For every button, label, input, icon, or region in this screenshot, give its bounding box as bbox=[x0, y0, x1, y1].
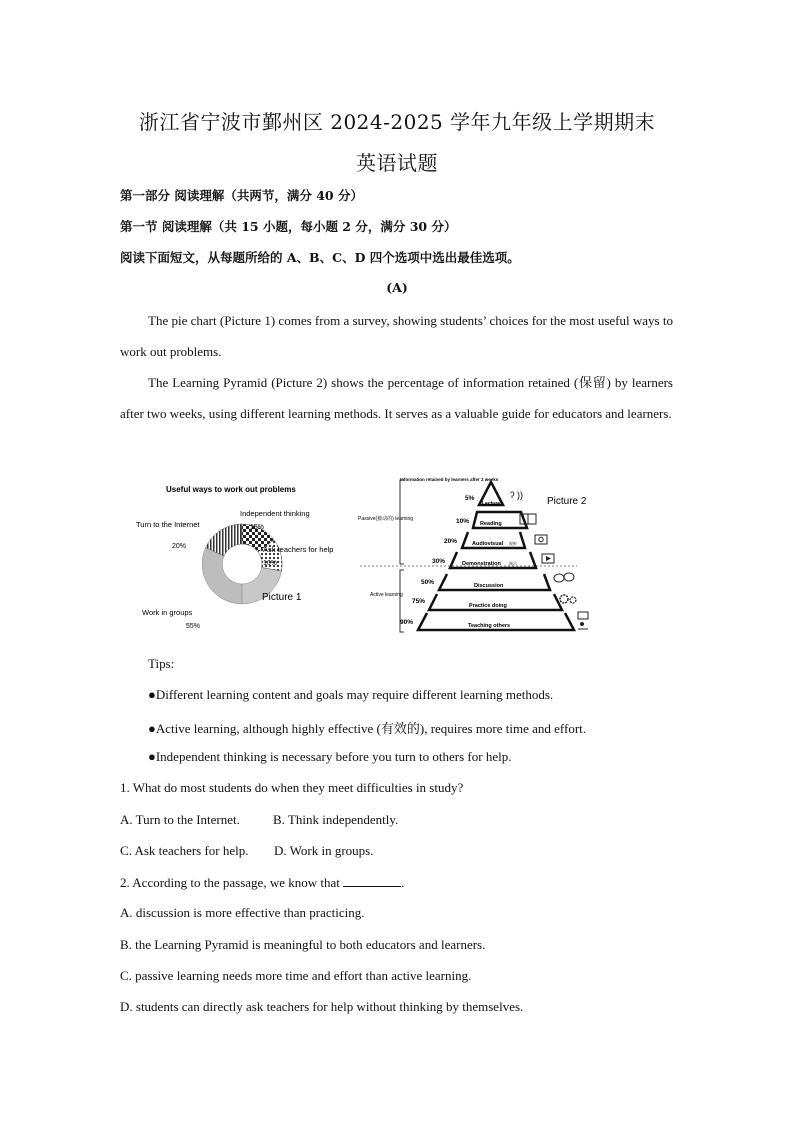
passive-label: Passive(被动的) learning bbox=[358, 516, 414, 522]
label-ask-teachers: Ask teachers for help bbox=[263, 545, 334, 554]
slice-work-in-groups bbox=[202, 548, 242, 604]
active-label: Active learning bbox=[370, 592, 403, 598]
teacher-icon bbox=[578, 612, 588, 629]
pct-independent-thinking: 15% bbox=[250, 524, 265, 531]
tag-audiovisual: 视听 bbox=[509, 541, 517, 546]
paragraph-2: The Learning Pyramid (Picture 2) shows the percentage of information retained (保留) by learners after two weeks, using different learning methods. It serves as a valuable guide for educators and learners. bbox=[120, 375, 673, 421]
passage-label: (A) bbox=[386, 280, 408, 295]
level-demonstration: Demonstration bbox=[462, 561, 501, 567]
question-1-stem: 1. What do most students do when they meet difficulties in study? bbox=[120, 780, 464, 795]
question-2-stem bbox=[120, 874, 404, 891]
pct-practice: 75% bbox=[412, 598, 426, 605]
level-audiovisual: Audiovisual bbox=[472, 541, 504, 547]
tag-demonstration: 演示 bbox=[509, 561, 517, 566]
q2-stem-end: . bbox=[401, 875, 405, 890]
q2-option-d[interactable]: D. students can directly ask teachers for help without thinking by themselves. bbox=[120, 999, 524, 1014]
q1-option-d[interactable]: D. Work in groups. bbox=[274, 843, 374, 858]
tip-3: ●Independent thinking is necessary before you turn to others for help. bbox=[148, 749, 512, 764]
label-turn-to-internet: Turn to the Internet bbox=[136, 520, 200, 529]
tips-label: Tips: bbox=[148, 656, 175, 671]
pie-title: Useful ways to work out problems bbox=[166, 485, 296, 494]
q1-option-c[interactable]: C. Ask teachers for help. bbox=[120, 843, 249, 858]
svg-text:ʔ )): ʔ )) bbox=[510, 490, 523, 500]
pct-teaching: 90% bbox=[400, 619, 414, 626]
pyramid-header: Information retained by learners after 2 weeks bbox=[400, 477, 499, 482]
tip-1: ●Different learning content and goals may require different learning methods. bbox=[148, 687, 554, 702]
level-practice: Practice doing bbox=[469, 603, 507, 609]
q2-option-b[interactable]: B. the Learning Pyramid is meaningful to both educators and learners. bbox=[120, 937, 486, 952]
level-discussion: Discussion bbox=[474, 583, 504, 589]
play-icon bbox=[542, 554, 554, 563]
page-subtitle: 英语试题 bbox=[356, 151, 438, 175]
pct-demonstration: 30% bbox=[432, 558, 446, 565]
pie-chart bbox=[136, 485, 333, 630]
picture-1-caption: Picture 1 bbox=[262, 592, 302, 603]
figures-image bbox=[132, 472, 652, 637]
q2-option-c[interactable]: C. passive learning needs more time and effort than active learning. bbox=[120, 968, 472, 983]
section-heading: 第一节 阅读理解（共 15 小题，每小题 2 分，满分 30 分） bbox=[120, 219, 457, 234]
page-title: 浙江省宁波市鄞州区 2024-2025 学年九年级上学期期末 bbox=[138, 110, 656, 134]
instruction: 阅读下面短文，从每题所给的 A、B、C、D 四个选项中选出最佳选项。 bbox=[120, 250, 520, 265]
q1-option-b[interactable]: B. Think independently. bbox=[273, 812, 399, 827]
pct-turn-to-internet: 20% bbox=[172, 543, 187, 550]
pct-discussion: 50% bbox=[421, 579, 435, 586]
pct-work-in-groups: 55% bbox=[186, 623, 201, 630]
label-work-in-groups: Work in groups bbox=[142, 608, 193, 617]
speaker-icon bbox=[510, 490, 523, 500]
answer-blank bbox=[343, 874, 401, 887]
q1-option-a[interactable]: A. Turn to the Internet. bbox=[120, 812, 240, 827]
pct-audiovisual: 20% bbox=[444, 538, 458, 545]
level-reading: Reading bbox=[480, 521, 502, 527]
level-lecture: Lecture bbox=[482, 501, 501, 507]
picture-2-caption: Picture 2 bbox=[547, 496, 587, 507]
chat-icon bbox=[554, 573, 574, 582]
paragraph-1: The pie chart (Picture 1) comes from a survey, showing students’ choices for the most useful ways to work out problems. bbox=[120, 313, 673, 359]
tip-2: ●Active learning, although highly effective (有效的), requires more time and effort. bbox=[148, 721, 587, 736]
learning-pyramid bbox=[358, 477, 588, 632]
pct-reading: 10% bbox=[456, 518, 470, 525]
q2-stem-text: 2. According to the passage, we know that bbox=[120, 875, 340, 890]
gear-icon bbox=[560, 595, 576, 603]
pct-ask-teachers: 10% bbox=[263, 560, 278, 567]
q2-option-a[interactable]: A. discussion is more effective than practicing. bbox=[120, 905, 365, 920]
level-teaching: Teaching others bbox=[468, 623, 511, 629]
part-heading: 第一部分 阅读理解（共两节，满分 40 分） bbox=[120, 188, 363, 203]
camera-icon bbox=[535, 535, 547, 544]
label-independent-thinking: Independent thinking bbox=[240, 509, 310, 518]
pct-lecture: 5% bbox=[465, 495, 475, 502]
